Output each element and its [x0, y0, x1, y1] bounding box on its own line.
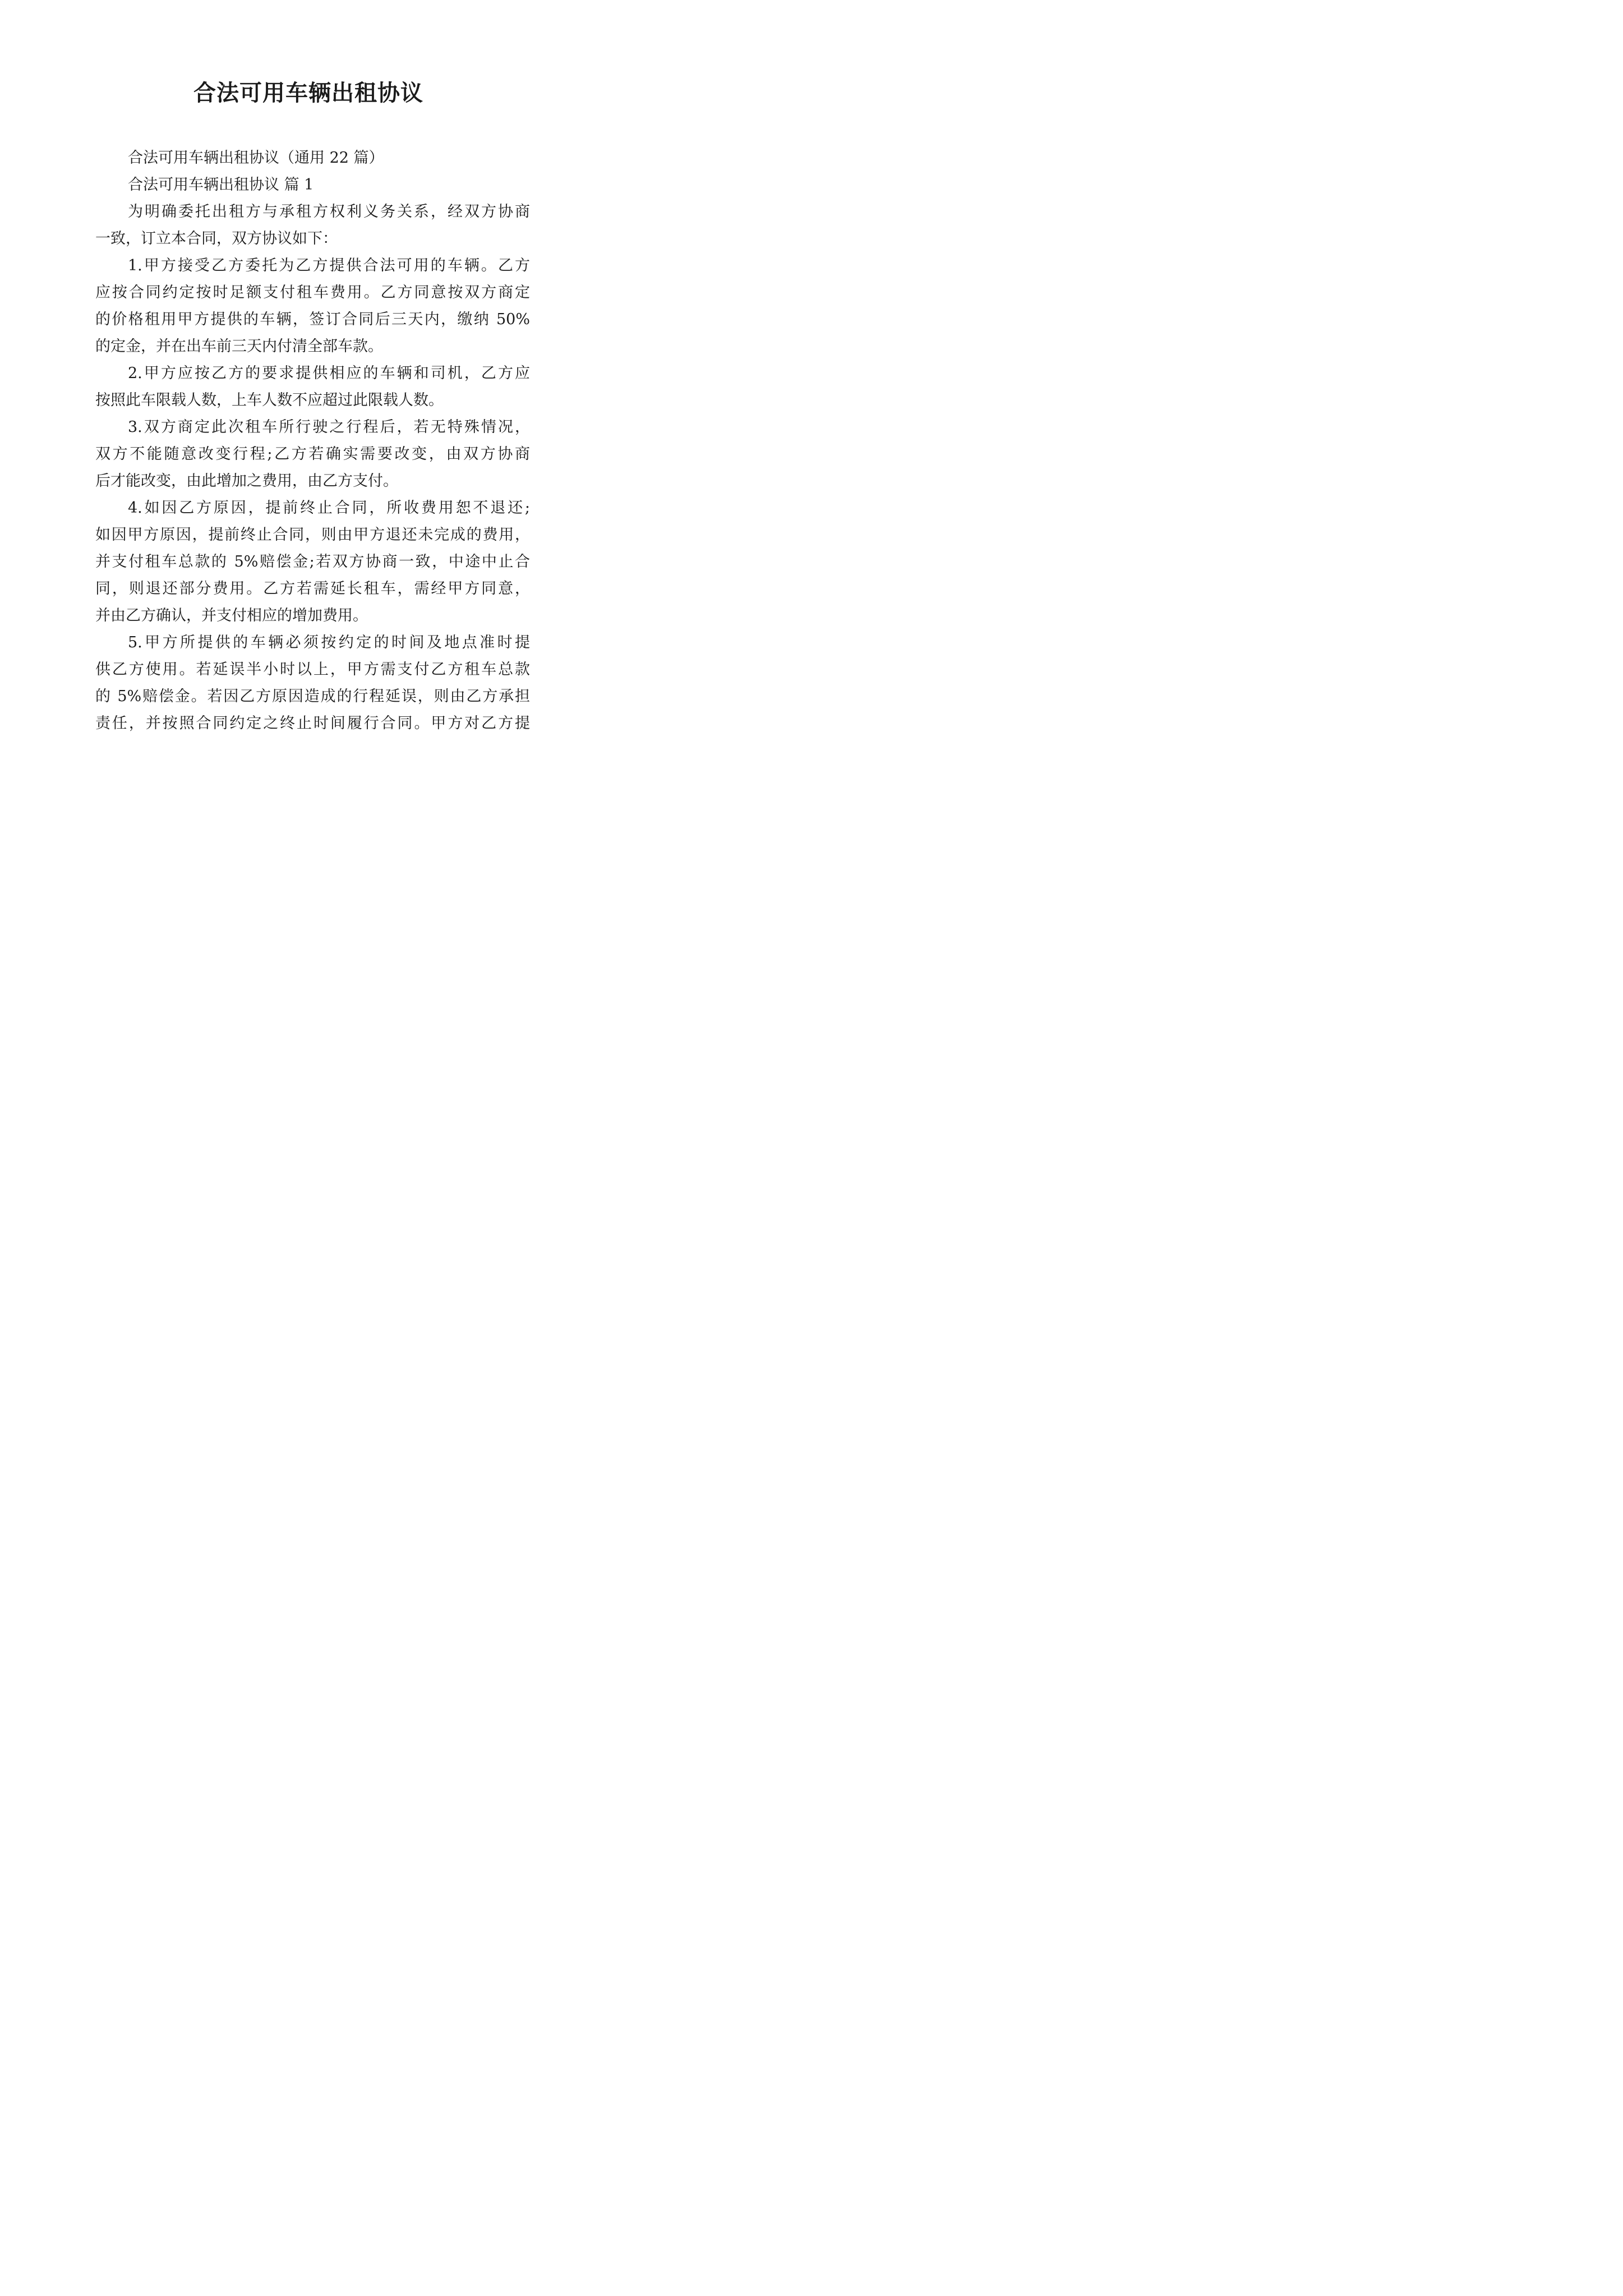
text-line: 责任，并按照合同约定之终止时间履行合同。甲方对乙方提 — [95, 715, 530, 732]
text-line: 4.如因乙方原因，提前终止合同，所收费用恕不退还; — [128, 499, 530, 517]
text-line: 5.甲方所提供的车辆必须按约定的时间及地点准时提 — [128, 634, 530, 651]
text-line: 并由乙方确认，并支付相应的增加费用。 — [95, 607, 368, 624]
text-line: 如因甲方原因，提前终止合同，则由甲方退还未完成的费用， — [95, 526, 530, 544]
text-line: 1.甲方接受乙方委托为乙方提供合法可用的车辆。乙方 — [128, 257, 530, 274]
text-line: 双方不能随意改变行程;乙方若确实需要改变，由双方协商 — [95, 445, 530, 463]
text-line: 合法可用车辆出租协议 篇 1 — [128, 176, 314, 194]
text-line: 按照此车限载人数，上车人数不应超过此限载人数。 — [95, 392, 444, 409]
document-body — [95, 145, 530, 737]
text-line: 后才能改变，由此增加之费用，由乙方支付。 — [95, 472, 398, 490]
text-line: 的价格租用甲方提供的车辆，签订合同后三天内，缴纳 50% — [95, 311, 530, 328]
text-line: 3.双方商定此次租车所行驶之行程后，若无特殊情况， — [128, 418, 530, 436]
text-line: 一致，订立本合同，双方协议如下： — [95, 230, 338, 247]
text-line: 并支付租车总款的 5%赔偿金;若双方协商一致，中途中止合 — [95, 553, 530, 570]
text-line: 的定金，并在出车前三天内付清全部车款。 — [95, 338, 383, 355]
text-line: 应按合同约定按时足额支付租车费用。乙方同意按双方商定 — [95, 284, 530, 301]
document-page — [0, 0, 617, 872]
text-line: 合法可用车辆出租协议（通用 22 篇） — [128, 149, 384, 167]
text-line: 供乙方使用。若延误半小时以上，甲方需支付乙方租车总款 — [95, 661, 530, 678]
text-line: 2.甲方应按乙方的要求提供相应的车辆和司机，乙方应 — [128, 365, 530, 382]
text-line: 同，则退还部分费用。乙方若需延长租车，需经甲方同意， — [95, 580, 530, 597]
document-title: 合法可用车辆出租协议 — [193, 80, 423, 106]
text-line: 的 5%赔偿金。若因乙方原因造成的行程延误，则由乙方承担 — [95, 688, 530, 705]
text-line: 为明确委托出租方与承租方权利义务关系，经双方协商 — [128, 203, 530, 220]
